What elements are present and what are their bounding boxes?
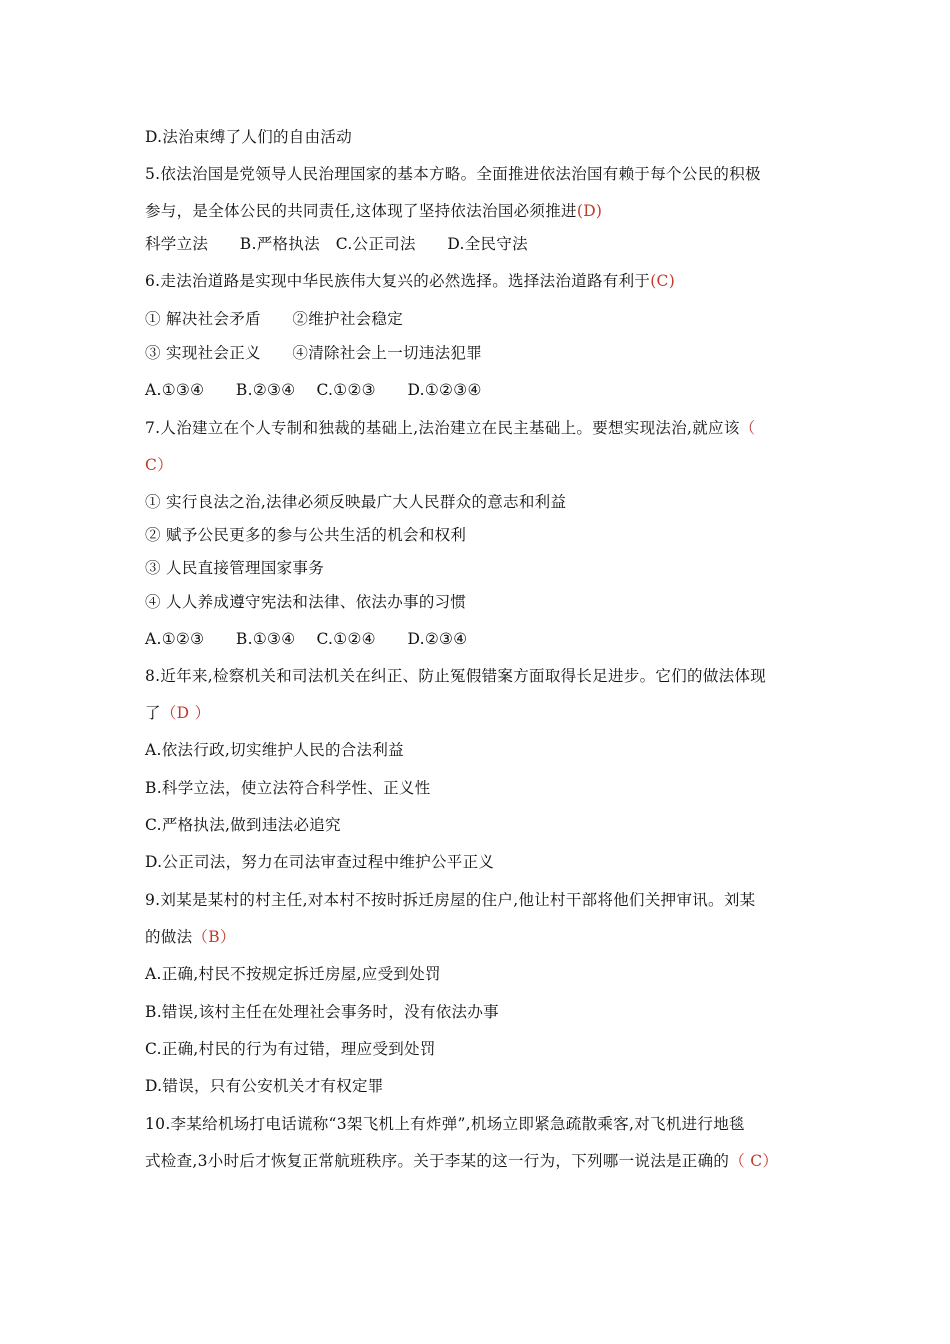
question-line	[145, 1114, 745, 1134]
question-line	[145, 703, 210, 723]
line-text: 7.人治建立在个人专制和独裁的基础上,法治建立在民主基础上。要想实现法治,就应该	[145, 419, 740, 437]
answer-mark: （D ）	[160, 704, 211, 722]
line-text: ① 解决社会矛盾 ②维护社会稳定	[145, 310, 404, 328]
line-text: B.科学立法，使立法符合科学性、正义性	[145, 779, 431, 797]
line-text: C.正确,村民的行为有过错，理应受到处罚	[145, 1040, 436, 1058]
line-text: 式检查,3小时后才恢复正常航班秩序。关于李某的这一行为，下列哪一说法是正确的	[145, 1152, 730, 1170]
line-text: ② 赋予公民更多的参与公共生活的机会和权利	[145, 526, 467, 544]
answer-mark: (D)	[576, 202, 603, 220]
line-text: ③ 实现社会正义 ④清除社会上一切违法犯罪	[145, 344, 483, 362]
option-line	[145, 525, 466, 545]
line-text: D.公正司法，努力在司法审查过程中维护公平正义	[145, 853, 495, 871]
line-text: 5.依法治国是党领导人民治理国家的基本方略。全面推进依法治国有赖于每个公民的积极	[145, 165, 761, 183]
question-line	[145, 201, 602, 221]
question-line	[145, 271, 675, 291]
line-text: A.依法行政,切实维护人民的合法利益	[145, 741, 404, 759]
line-text: 9.刘某是某村的村主任,对本村不按时拆迁房屋的住户,他让村干部将他们关押审讯。刘某	[145, 891, 756, 909]
answer-mark: （	[739, 419, 756, 437]
option-line	[145, 558, 324, 578]
option-line	[145, 740, 404, 760]
line-text: D.法治束缚了人们的自由活动	[145, 128, 353, 146]
question-line	[145, 927, 236, 947]
question-line	[145, 666, 766, 686]
question-line	[145, 1151, 778, 1171]
option-line	[145, 127, 352, 147]
line-text: ③ 人民直接管理国家事务	[145, 559, 325, 577]
answer-mark: (C)	[650, 272, 676, 290]
line-text: C.严格执法,做到违法必追究	[145, 816, 341, 834]
line-text: A.①②③ B.①③④ C.①②④ D.②③④	[145, 630, 468, 648]
answer-mark: （B）	[192, 928, 236, 946]
option-line	[145, 309, 403, 329]
question-line	[145, 890, 755, 910]
line-text: A.正确,村民不按规定拆迁房屋,应受到处罚	[145, 965, 441, 983]
option-line	[145, 380, 482, 400]
line-text: 10.李某给机场打电话谎称“3架飞机上有炸弹”,机场立即紧急疏散乘客,对飞机进行地毯	[145, 1115, 745, 1133]
line-text: 6.走法治道路是实现中华民族伟大复兴的必然选择。选择法治道路有利于	[145, 272, 651, 290]
option-line	[145, 1076, 384, 1096]
line-text: 科学立法 B.严格执法 C.公正司法 D.全民守法	[145, 235, 528, 253]
option-line	[145, 815, 341, 835]
line-text: 参与，是全体公民的共同责任,这体现了坚持依法治国必须推进	[145, 202, 577, 220]
line-text: B.错误,该村主任在处理社会事务时，没有依法办事	[145, 1003, 499, 1021]
option-line	[145, 629, 467, 649]
option-line	[145, 852, 494, 872]
line-text: 的做法	[145, 928, 193, 946]
line-text: ① 实行良法之治,法律必须反映最广大人民群众的意志和利益	[145, 493, 567, 511]
option-line	[145, 1039, 436, 1059]
option-line	[145, 343, 482, 363]
line-text: 了	[145, 704, 161, 722]
line-text: A.①③④ B.②③④ C.①②③ D.①②③④	[145, 381, 482, 399]
option-line	[145, 778, 431, 798]
answer-mark: （ C）	[729, 1152, 779, 1170]
option-line	[145, 592, 466, 612]
option-line	[145, 492, 566, 512]
question-line	[145, 164, 761, 184]
line-text: 8.近年来,检察机关和司法机关在纠正、防止冤假错案方面取得长足进步。它们的做法体现	[145, 667, 767, 685]
answer-mark: C）	[145, 456, 173, 474]
question-line	[145, 418, 755, 438]
option-line	[145, 234, 528, 254]
question-line	[145, 455, 173, 475]
option-line	[145, 964, 441, 984]
line-text: D.错误，只有公安机关才有权定罪	[145, 1077, 384, 1095]
option-line	[145, 1002, 499, 1022]
line-text: ④ 人人养成遵守宪法和法律、依法办事的习惯	[145, 593, 467, 611]
